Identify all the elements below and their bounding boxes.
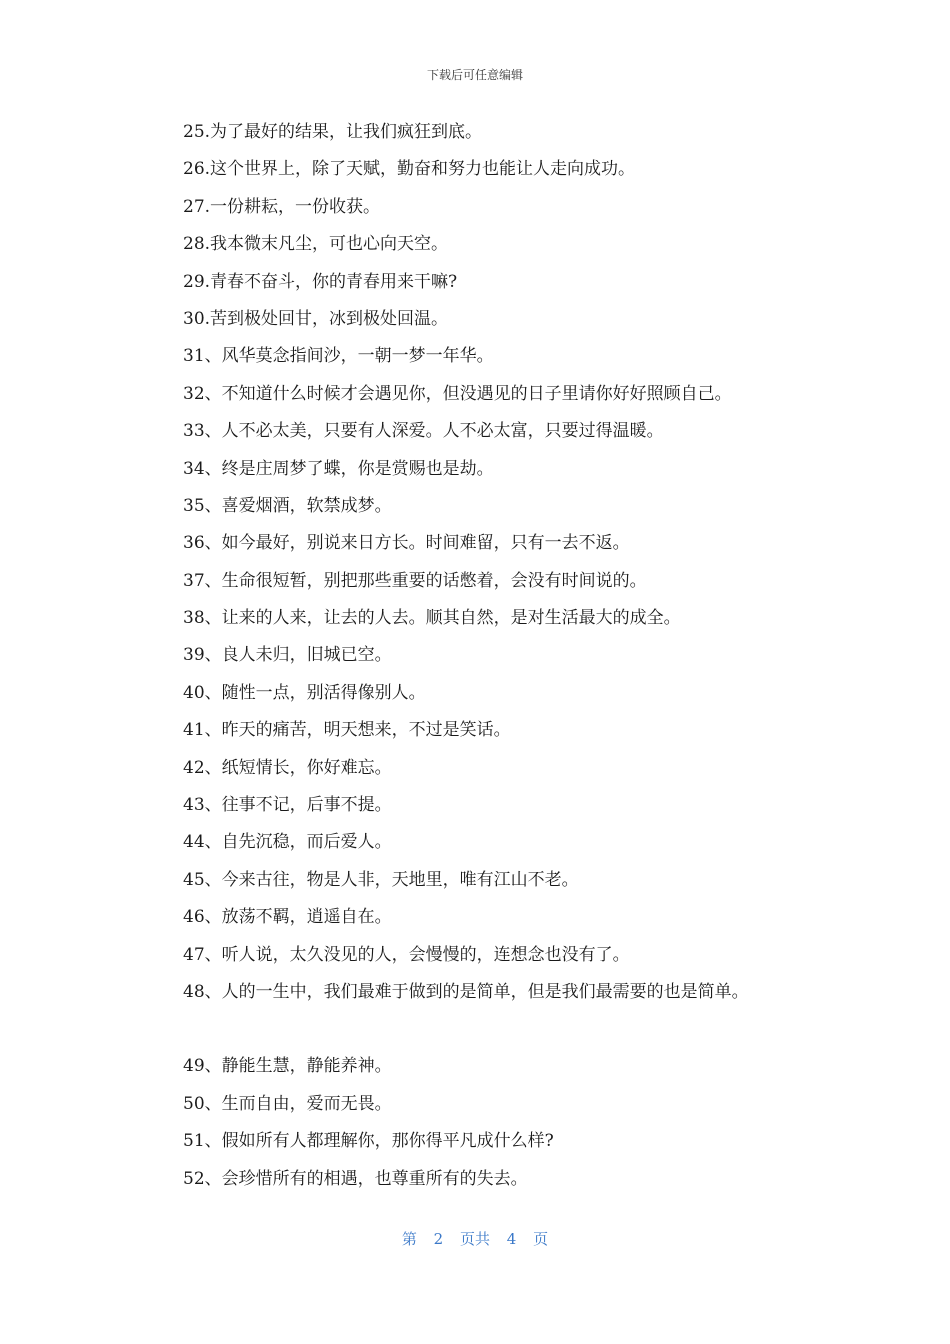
page-footer [0,1228,950,1249]
list-item: 42、纸短情长，你好难忘。 [183,757,392,778]
list-item: 38、让来的人来，让去的人去。顺其自然，是对生活最大的成全。 [183,608,681,629]
list-item: 27.一份耕耘，一份收获。 [183,196,381,217]
list-item: 33、人不必太美，只要有人深爱。人不必太富，只要过得温暖。 [183,421,664,442]
list-item: 31、风华莫念指间沙，一朝一梦一年华。 [183,346,494,367]
footer-di: 第 [401,1230,417,1248]
document-body [183,114,863,1198]
page-header: 下载后可任意编辑 [426,68,523,82]
list-item: 32、不知道什么时候才会遇见你，但没遇见的日子里请你好好照顾自己。 [183,383,732,404]
list-item: 26.这个世界上，除了天赋，勤奋和努力也能让人走向成功。 [183,159,636,180]
footer-total-pages: 4 [506,1230,517,1248]
footer-ye: 页 [533,1230,549,1248]
list-item: 35、喜爱烟酒，软禁成梦。 [183,495,392,516]
list-item: 48、人的一生中，我们最难于做到的是简单，但是我们最需要的也是简单。 [183,981,749,1002]
list-item: 49、静能生慧，静能养神。 [183,1056,392,1077]
list-item: 40、随性一点，别活得像别人。 [183,682,426,703]
list-item: 30.苦到极处回甘，冰到极处回温。 [183,308,449,329]
footer-ye-gong: 页共 [459,1230,490,1248]
list-item: 37、生命很短暂，别把那些重要的话憋着，会没有时间说的。 [183,570,647,591]
list-item: 34、终是庄周梦了蝶，你是赏赐也是劫。 [183,458,494,479]
paragraph-gap [183,1011,863,1048]
list-item: 44、自先沉稳，而后爱人。 [183,832,392,853]
list-item: 50、生而自由，爱而无畏。 [183,1093,392,1114]
list-item: 51、假如所有人都理解你，那你得平凡成什么样? [183,1131,554,1152]
list-item: 43、往事不记，后事不提。 [183,795,392,816]
footer-current-page: 2 [433,1230,444,1248]
list-item: 28.我本微末凡尘，可也心向天空。 [183,234,449,255]
list-item: 52、会珍惜所有的相遇，也尊重所有的失去。 [183,1168,528,1189]
list-item: 41、昨天的痛苦，明天想来，不过是笑话。 [183,720,511,741]
list-item: 29.青春不奋斗，你的青春用来干嘛? [183,271,458,292]
list-item: 46、放荡不羁，逍遥自在。 [183,907,392,928]
list-item: 39、良人未归，旧城已空。 [183,645,392,666]
list-item: 45、今来古往，物是人非，天地里，唯有江山不老。 [183,869,579,890]
list-item: 47、听人说，太久没见的人，会慢慢的，连想念也没有了。 [183,944,630,965]
list-item: 36、如今最好，别说来日方长。时间难留，只有一去不返。 [183,533,630,554]
list-item: 25.为了最好的结果，让我们疯狂到底。 [183,122,483,142]
